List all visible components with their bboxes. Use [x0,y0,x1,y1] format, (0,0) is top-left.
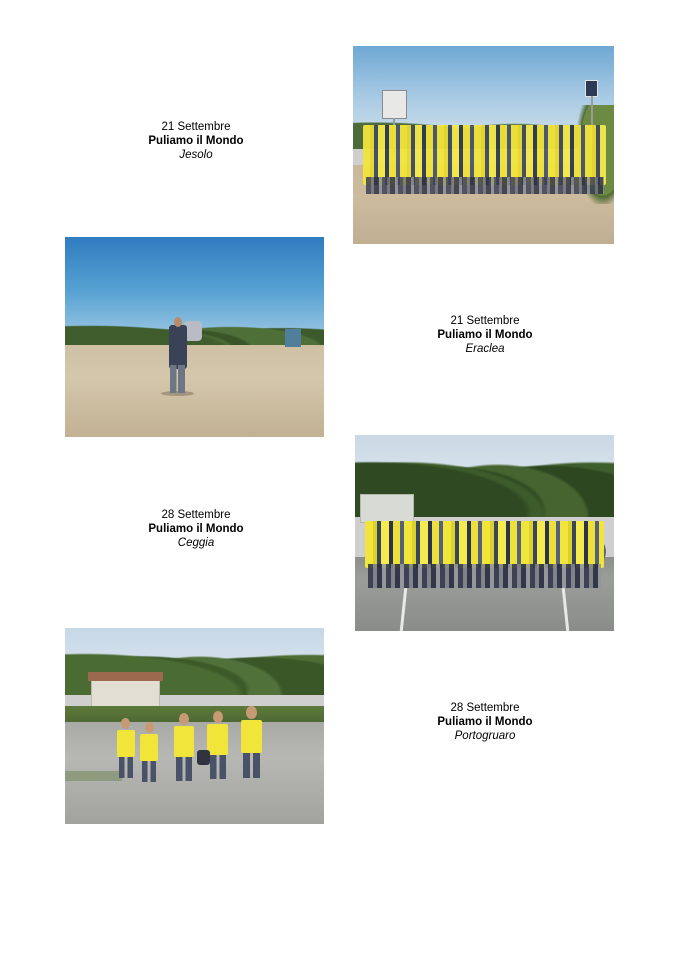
volunteer-crowd-legs [368,564,601,588]
photo-eraclea [65,237,324,437]
volunteer-child [140,734,158,761]
volunteer-body [169,325,187,369]
caption-date: 28 Settembre [161,509,231,521]
volunteer-crowd [363,125,606,184]
caption-place: Portogruaro [454,730,516,743]
caption-place: Jesolo [179,149,213,162]
volunteer-child [241,720,262,753]
caption-ceggia [96,508,296,550]
photo-scene [353,46,614,244]
volunteer-head [174,317,182,327]
road-sign-icon [585,80,599,98]
volunteer-child [174,726,195,757]
volunteer-legs [170,365,186,393]
photo-scene [65,628,324,824]
caption-place: Ceggia [177,537,215,550]
caption-date: 28 Settembre [450,702,520,714]
photo-ceggia [355,435,614,631]
caption-eraclea [385,314,585,356]
waste-bin-shape [285,329,301,347]
caption-title: Puliamo il Mondo [148,523,244,536]
volunteer-child [117,730,135,757]
caption-title: Puliamo il Mondo [437,716,533,729]
building-shape [360,494,414,523]
caption-title: Puliamo il Mondo [148,135,244,148]
caption-date: 21 Settembre [161,121,231,133]
road-sign-icon [382,90,407,120]
photo-scene [65,237,324,437]
trash-bag-shape [184,321,202,341]
caption-place: Eraclea [465,343,505,356]
volunteer-crowd-legs [366,177,604,195]
volunteer-child [207,724,228,755]
caption-title: Puliamo il Mondo [437,329,533,342]
photo-portogruaro [65,628,324,824]
volunteer-crowd [365,521,603,568]
photo-scene [355,435,614,631]
caption-date: 21 Settembre [450,315,520,327]
trash-bag-shape [197,750,210,766]
caption-portogruaro [385,701,585,743]
photo-jesolo [353,46,614,244]
ground-layer [65,345,324,437]
grass-curb [65,771,122,781]
caption-jesolo [96,120,296,162]
